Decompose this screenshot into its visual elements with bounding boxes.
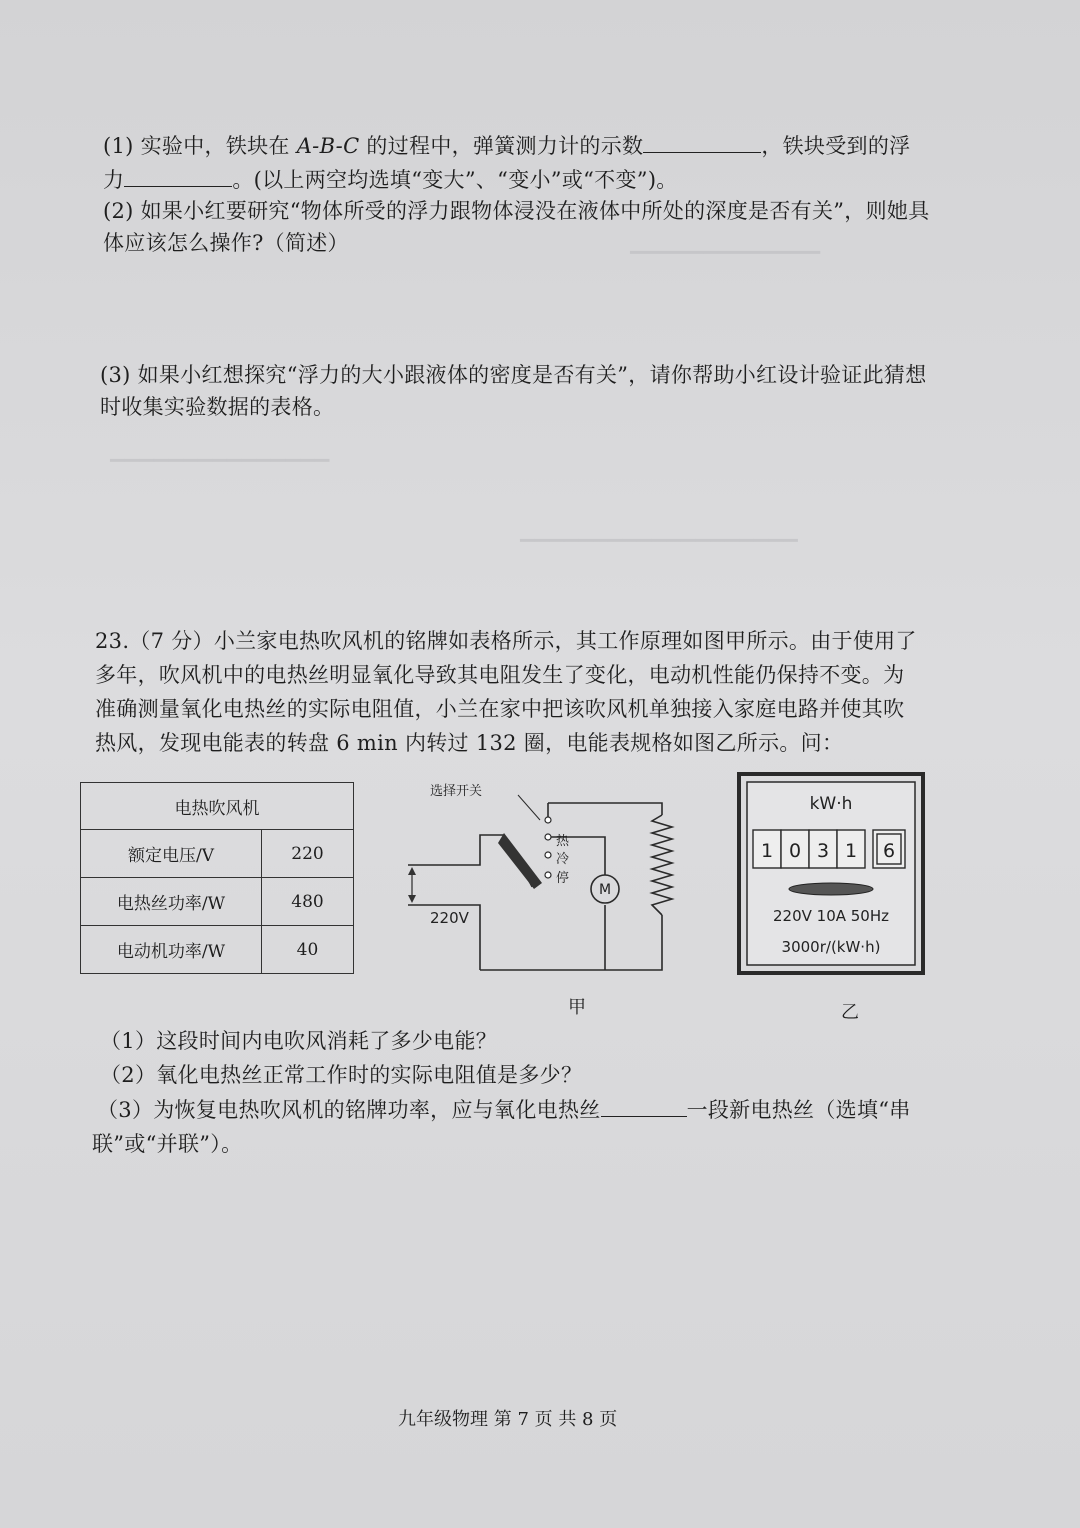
q22-part3-line1: (3) 如果小红想探究“浮力的大小跟液体的密度是否有关”，请你帮助小红设计验证此猜想 [100,363,927,387]
table-row [81,878,354,926]
nameplate-label: 电动机功率/W [81,926,262,974]
wire-left-top [408,835,504,865]
q22-part1-line1 [103,131,910,161]
meter-spec: 220V 10A 50Hz [772,907,890,925]
table-row [81,926,354,974]
meter-constant: 3000r/(kW·h) [781,938,881,956]
answer-blank-3[interactable] [601,1096,687,1117]
contact-stop [545,852,551,858]
motor-label: M [599,882,612,898]
nameplate-value: 40 [262,926,354,974]
q23-sub3-text-b: 一段新电热丝（选填“串 [686,1098,911,1122]
nameplate-label: 电热丝功率/W [81,878,262,926]
switch-label-leader [518,795,540,820]
meter-digit: 1 [844,840,858,862]
q23-sub2: （2）氧化电热丝正常工作时的实际电阻值是多少？ [100,1063,583,1087]
q22-part1-text-e: 。(以上两空均选填“变大”、“变小”或“不变”)。 [232,168,678,192]
nameplate-value: 480 [262,878,354,926]
q22-part1-text-d: 力 [103,168,125,192]
q22-part2-line2: 体应该怎么操作?（简述） [103,231,349,255]
nameplate-table [80,782,354,974]
arrow-down-icon [408,895,416,903]
q23-stem-line2: 多年，吹风机中的电热丝明显氧化导致其电阻发生了变化，电动机性能仍保持不变。为 [95,663,905,687]
show-through-text: ▁▁▁▁▁▁▁▁▁▁▁▁▁▁▁ [110,440,330,462]
table-row [81,830,354,878]
arrow-up-icon [408,867,416,875]
q22-part1-text-b: 的过程中，弹簧测力计的示数 [359,134,644,158]
nameplate-title-row [81,783,354,830]
switch-label: 选择开关 [430,784,483,799]
circuit-diagram [400,775,690,980]
nameplate-value: 220 [262,830,354,878]
hot-label: 热 [556,834,570,849]
q23-sub3-text-a: （3）为恢复电热吹风机的铭牌功率，应与氧化电热丝 [97,1098,601,1122]
nameplate-title: 电热吹风机 [81,783,354,830]
q22-part2-line1: (2) 如果小红要研究“物体所受的浮力跟物体浸没在液体中所处的深度是否有关”，则她具 [103,199,930,223]
answer-blank-1[interactable] [643,132,761,153]
cold-label: 冷 [556,852,570,867]
q22-part1-text-c: ，铁块受到的浮 [761,134,911,158]
wire-top [548,803,662,815]
meter-disc [789,883,873,895]
q23-sub3-line1 [97,1095,911,1125]
q23-sub1: （1）这段时间内电吹风消耗了多少电能？ [100,1029,498,1053]
heating-wire-resistor [652,815,672,915]
contact-stop-2 [545,872,551,878]
contact-hot [545,817,551,823]
q23-stem-line4: 热风，发现电能表的转盘 6 min 内转过 132 圈，电能表规格如图乙所示。问： [95,731,844,755]
meter-unit: kW·h [809,794,853,814]
voltage-label: 220V [430,909,469,927]
q23-stem-line1: 23.（7 分）小兰家电热吹风机的铭牌如表格所示，其工作原理如图甲所示。由于使用了 [95,629,917,653]
answer-blank-2[interactable] [124,166,232,187]
show-through-text: ▁▁▁▁▁▁▁▁▁▁▁▁▁ [630,232,820,254]
q22-part3-line2: 时收集实验数据的表格。 [100,395,335,419]
page-footer: 九年级物理 第 7 页 共 8 页 [398,1409,618,1430]
contact-cold [545,834,551,840]
circuit-caption: 甲 [568,997,586,1018]
show-through-text: ▁▁▁▁▁▁▁▁▁▁▁▁▁▁▁▁▁▁▁ [520,520,798,542]
q23-sub3-line2: 联”或“并联”）。 [92,1132,243,1156]
meter-digit: 6 [882,840,896,862]
meter-digit: 0 [788,840,802,862]
nameplate-label: 额定电压/V [81,830,262,878]
meter-caption: 乙 [841,1002,859,1023]
stop-label: 停 [556,871,570,886]
q23-stem-line3: 准确测量氧化电热丝的实际电阻值，小兰在家中把该吹风机单独接入家庭电路并使其吹 [95,697,905,721]
meter-digit: 1 [760,840,774,862]
meter-digit: 3 [816,840,830,862]
q22-part1-text-a: (1) 实验中，铁块在 [103,134,297,158]
q22-part1-line2 [103,165,678,195]
selector-switch[interactable] [498,833,542,889]
electricity-meter [737,772,925,975]
q22-part1-path: A-B-C [296,134,360,158]
wire-bottom [480,915,662,970]
